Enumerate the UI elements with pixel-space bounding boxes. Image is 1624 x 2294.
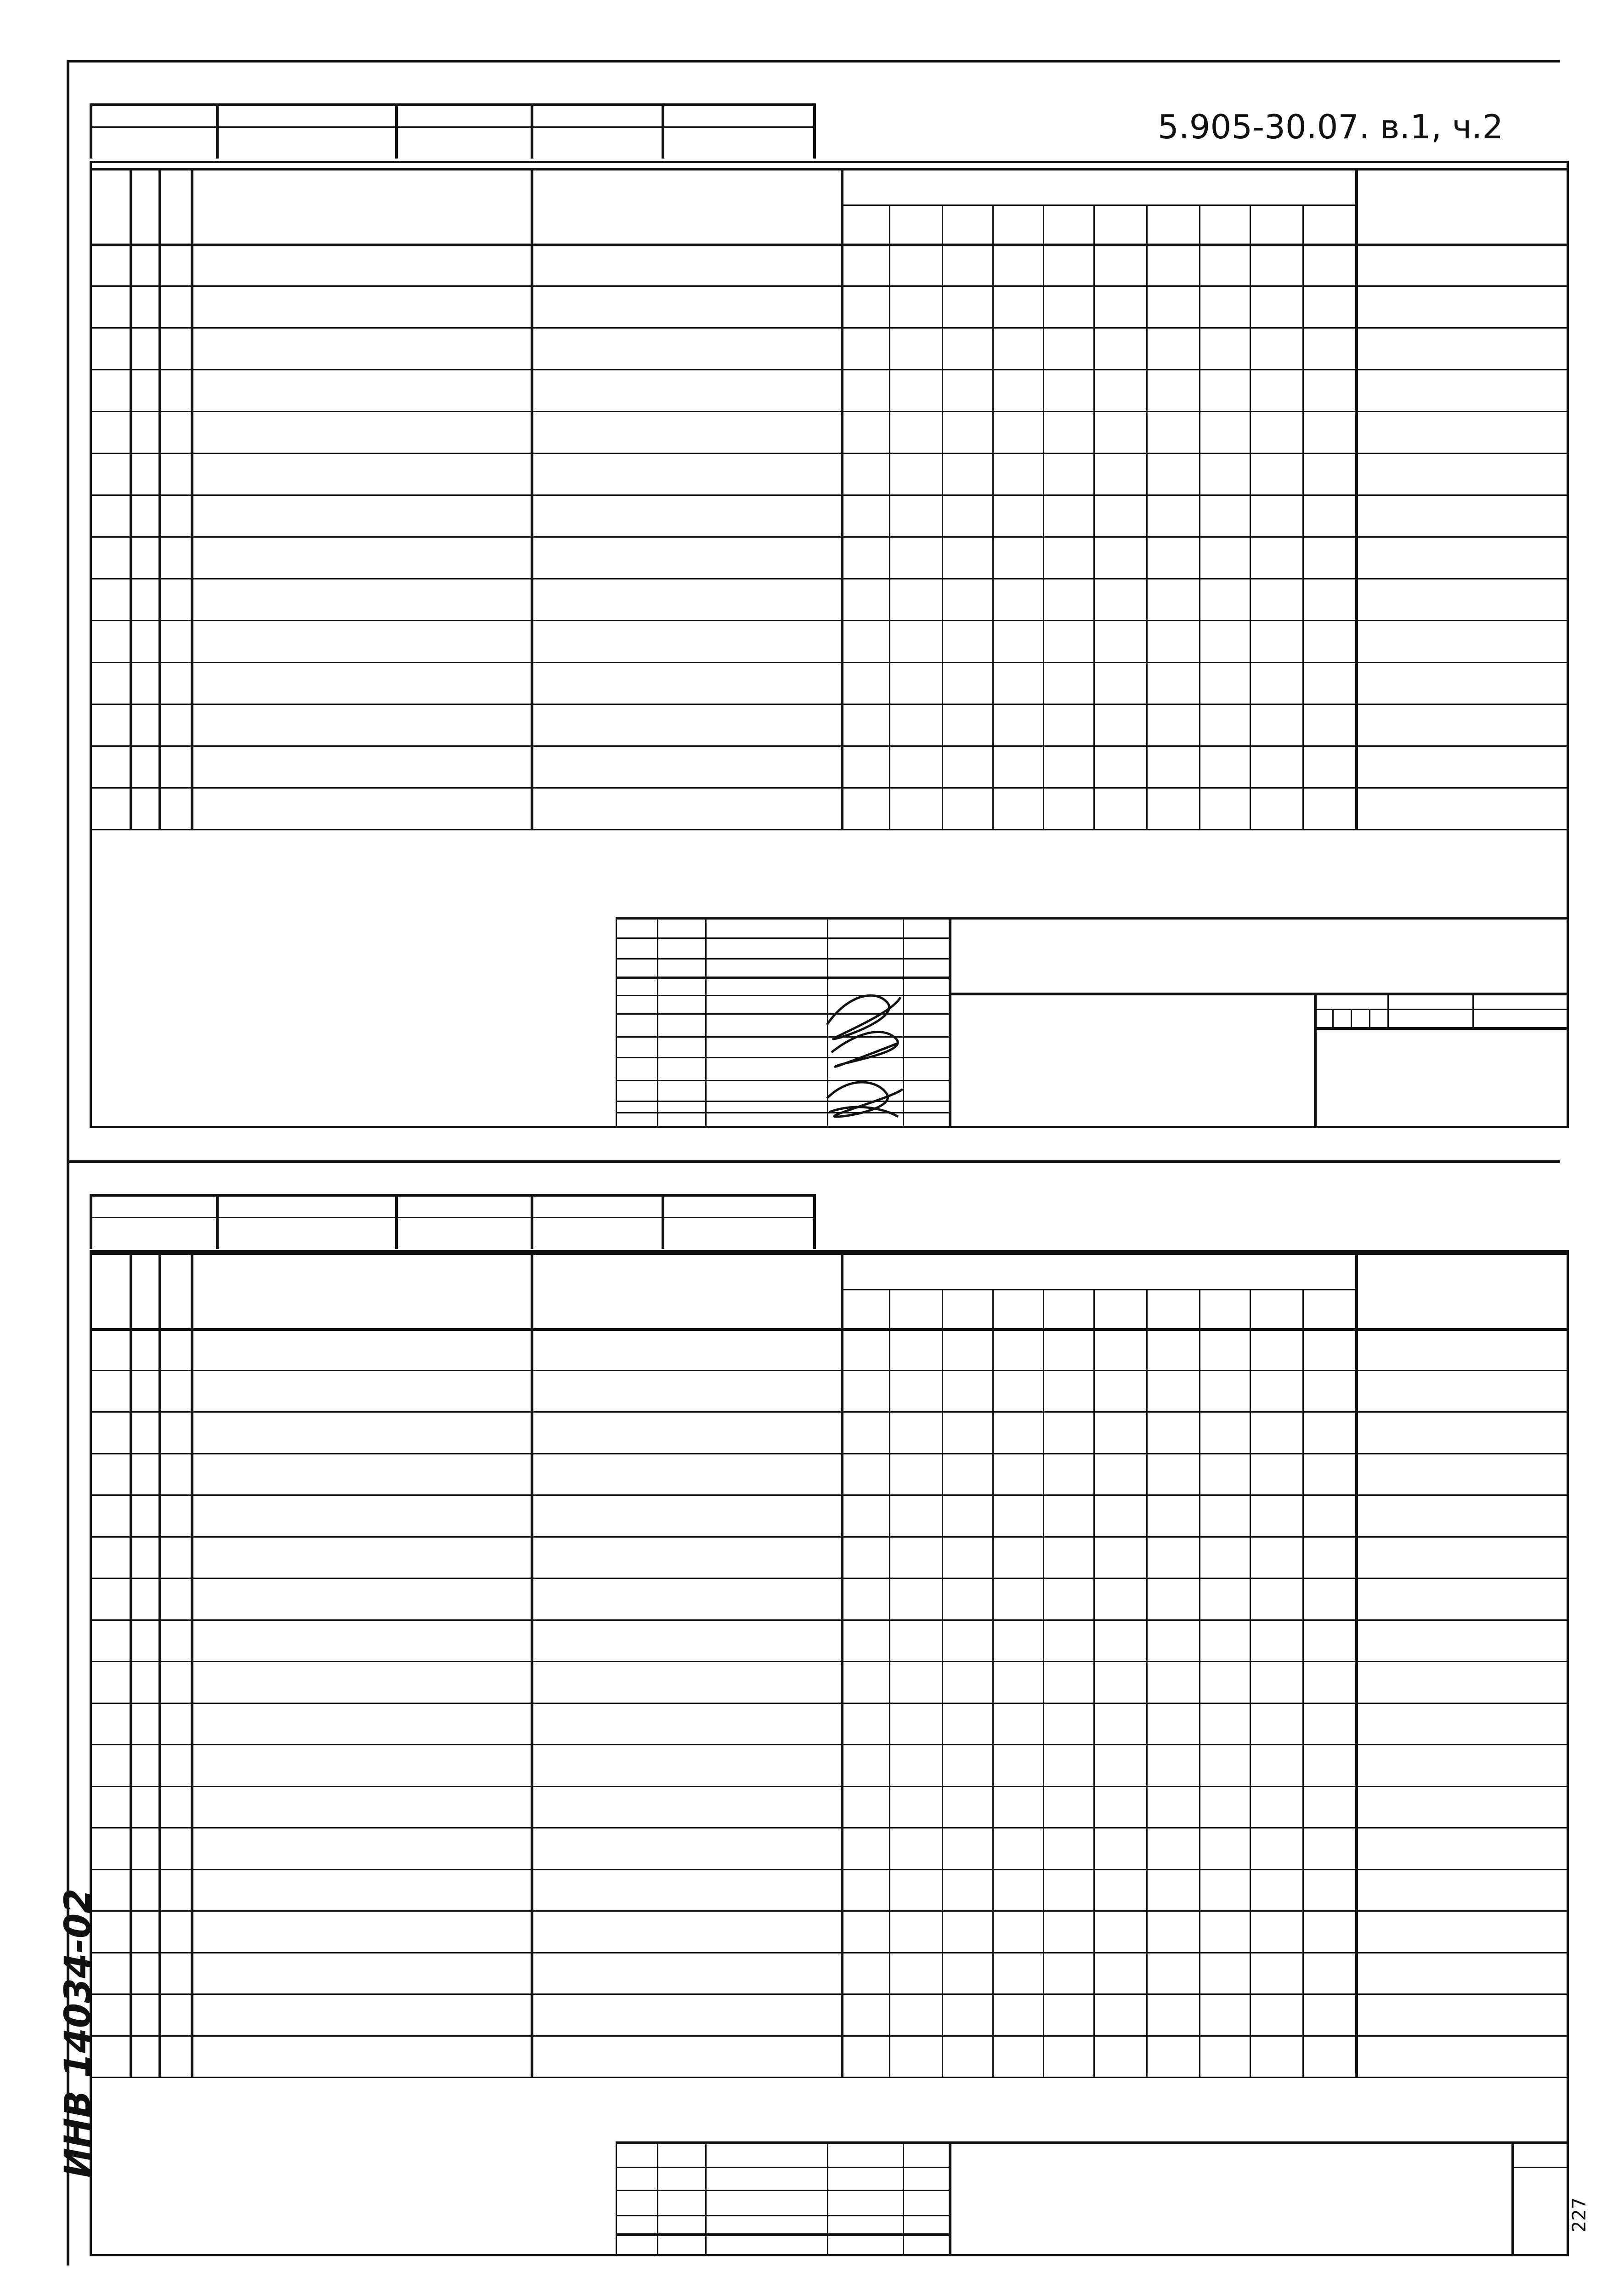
s2-tb-h	[616, 2167, 949, 2168]
s2-qty-col-rule	[1093, 1289, 1095, 2077]
s2-table-head-bottom	[90, 1328, 1569, 1331]
s2-qty-col-rule	[1199, 1289, 1200, 2077]
s1-tb-h-doc	[949, 993, 1569, 995]
s2-stamp-mid	[90, 1217, 813, 1218]
s1-col-rule	[130, 168, 132, 829]
s1-qty-sub-rule	[841, 204, 1355, 206]
s2-row-rule	[90, 1453, 1569, 1454]
s2-row-rule	[90, 1536, 1569, 1538]
s1-tb-v-litcell	[1332, 1009, 1334, 1027]
s1-stamp-v4	[662, 103, 664, 159]
s1-tb-h-lit	[1314, 1009, 1569, 1010]
s2-row-rule	[90, 1993, 1569, 1995]
s1-col-rule	[841, 168, 843, 829]
s1-row-rule	[90, 787, 1569, 789]
s1-table-head-bottom	[90, 244, 1569, 246]
s1-tb-v	[705, 917, 707, 1128]
s2-tb-h	[616, 2233, 949, 2236]
s1-tb-v	[657, 917, 658, 1128]
s2-stamp-v2	[395, 1194, 398, 1249]
s1-tb-v-list	[1387, 993, 1389, 1027]
s1-col-rule	[158, 168, 161, 829]
s1-row-rule	[90, 494, 1569, 496]
s1-col-rule	[191, 168, 193, 829]
s2-tb-top	[616, 2141, 1569, 2144]
s1-row-rule	[90, 829, 1569, 830]
s1-col-rule	[531, 168, 533, 829]
s1-qty-col-rule	[889, 204, 890, 829]
s1-tb-v-lit	[1314, 993, 1317, 1128]
s2-row-rule	[90, 1578, 1569, 1579]
s2-row-rule	[90, 2077, 1569, 2078]
s1-qty-col-rule	[1199, 204, 1200, 829]
s1-row-rule	[90, 745, 1569, 747]
s1-row-rule	[90, 453, 1569, 454]
s1-row-rule	[90, 662, 1569, 663]
s1-row-rule	[90, 704, 1569, 705]
s1-qty-col-rule	[1146, 204, 1148, 829]
s1-stamp-mid	[90, 126, 813, 128]
s1-tb-v-litcell	[1351, 1009, 1352, 1027]
s2-tb-v	[657, 2141, 658, 2256]
s1-tb-v-litcell	[1369, 1009, 1370, 1027]
s1-row-rule	[90, 369, 1569, 370]
s1-stamp-v3	[531, 103, 533, 159]
s2-row-rule	[90, 1952, 1569, 1953]
s2-table-top	[90, 1252, 1569, 1255]
s1-table-top	[90, 168, 1569, 170]
s2-row-rule	[90, 1910, 1569, 1912]
s2-row-rule	[90, 1370, 1569, 1371]
s1-tb-v	[616, 917, 617, 1128]
s2-row-rule	[90, 1869, 1569, 1870]
s2-row-rule	[90, 1494, 1569, 1496]
s1-stamp-v0	[90, 103, 92, 159]
s2-qty-col-rule	[1302, 1289, 1304, 2077]
s1-tb-top	[616, 917, 1569, 920]
s2-row-rule	[90, 1786, 1569, 1787]
s1-tb-h	[616, 937, 949, 939]
s1-qty-col-rule	[1302, 204, 1304, 829]
s2-stamp-v4	[662, 1194, 664, 1249]
corner-page-number: 227	[1569, 2197, 1590, 2233]
s2-row-rule	[90, 1703, 1569, 1704]
s2-qty-col-rule	[992, 1289, 994, 2077]
s1-qty-col-rule	[992, 204, 994, 829]
s1-qty-col-rule	[1093, 204, 1095, 829]
s2-tb-v-list	[1511, 2141, 1514, 2256]
s1-row-rule	[90, 285, 1569, 287]
s2-stamp-v0	[90, 1194, 92, 1249]
s2-row-rule	[90, 1411, 1569, 1413]
s1-stamp-v5	[813, 103, 816, 159]
doc-code: 5.905-30.07. в.1, ч.2	[1158, 108, 1504, 146]
s2-tb-h-list	[1511, 2167, 1569, 2168]
signature-stroke	[827, 995, 900, 1039]
page-mid-rule	[67, 1160, 1560, 1163]
s1-qty-col-rule	[1043, 204, 1044, 829]
s2-row-rule	[90, 2035, 1569, 2037]
s2-tb-v	[616, 2141, 617, 2256]
s2-stamp-v1	[216, 1194, 219, 1249]
s1-row-rule	[90, 327, 1569, 329]
s2-tb-h	[616, 2215, 949, 2216]
side-inventory-handwritten: ИНВ 14034-02	[57, 1888, 99, 2178]
page-top-rule	[67, 60, 1560, 62]
s1-stamp-v2	[395, 103, 398, 159]
s1-qty-col-rule	[942, 204, 943, 829]
s2-tb-v	[827, 2141, 828, 2256]
s2-row-rule	[90, 1827, 1569, 1828]
s1-row-rule	[90, 536, 1569, 538]
s1-row-rule	[90, 411, 1569, 412]
s2-qty-sub-rule	[841, 1289, 1355, 1290]
s2-tb-v	[705, 2141, 707, 2256]
signature-stroke	[827, 1082, 903, 1117]
s2-tb-v	[903, 2141, 904, 2256]
s2-stamp-top	[90, 1194, 813, 1197]
s2-qty-col-rule	[889, 1289, 890, 2077]
s2-row-rule	[90, 1744, 1569, 1745]
s2-tb-h	[616, 2190, 949, 2191]
s1-row-rule	[90, 578, 1569, 579]
sheet-2-frame	[90, 1250, 1569, 2256]
s1-stamp-v1	[216, 103, 219, 159]
s1-tb-v-listov	[1472, 993, 1474, 1027]
s2-row-rule	[90, 1619, 1569, 1621]
s2-qty-col-rule	[1250, 1289, 1251, 2077]
s1-col-rule	[1355, 168, 1358, 829]
s1-qty-col-rule	[1250, 204, 1251, 829]
s2-stamp-v3	[531, 1194, 533, 1249]
s2-stamp-v5	[813, 1194, 816, 1249]
s2-row-rule	[90, 1661, 1569, 1662]
s2-qty-col-rule	[1146, 1289, 1148, 2077]
s2-tb-v-main	[949, 2141, 951, 2256]
s1-signatures	[818, 970, 910, 1126]
s1-row-rule	[90, 620, 1569, 621]
s2-qty-col-rule	[942, 1289, 943, 2077]
s1-stamp-top	[90, 103, 813, 106]
s1-tb-h-lit2	[1314, 1027, 1569, 1030]
s1-tb-v-main	[949, 917, 951, 1128]
s2-qty-col-rule	[1043, 1289, 1044, 2077]
s1-tb-h	[616, 958, 949, 960]
